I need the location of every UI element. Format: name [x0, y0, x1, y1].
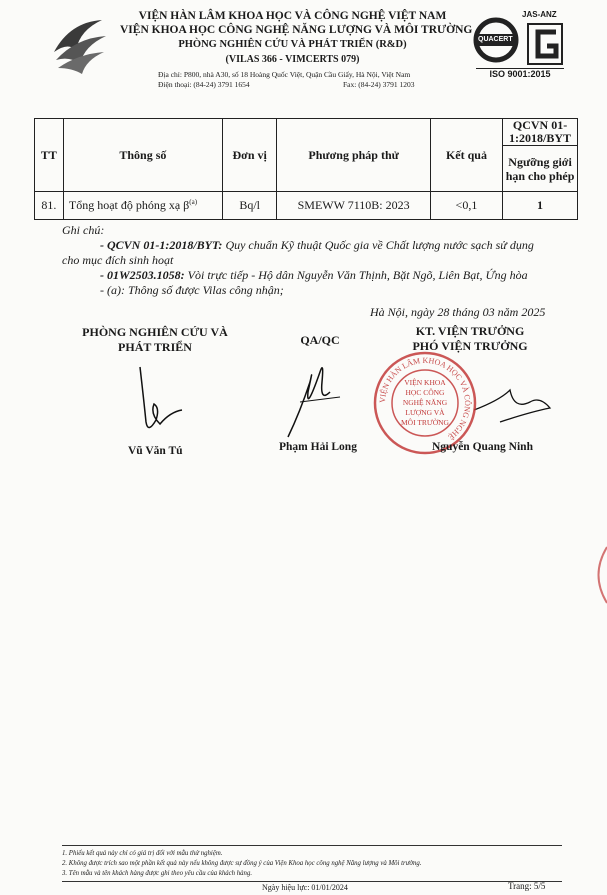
right-signer-title-2: PHÓ VIỆN TRƯỞNG [412, 339, 528, 353]
note-qcvn: - QCVN 01-1:2018/BYT: Quy chuẩn Kỹ thuật Quốc gia về Chất lượng nước sạch sử dụng [100, 238, 534, 252]
fax: Fax: (84-24) 3791 1203 [343, 80, 415, 89]
col-result: Kết quả [430, 119, 502, 192]
date-line: Hà Nội, ngày 28 tháng 03 năm 2025 [370, 305, 546, 319]
row-unit: Bq/l [222, 192, 277, 220]
left-signer-title-1: PHÒNG NGHIÊN CỨU VÀ [82, 325, 228, 339]
page-number: Trang: 5/5 [508, 881, 546, 891]
footer-note-1: 1. Phiếu kết quả này chỉ có giá trị đối với mẫu thử nghiệm. [62, 850, 223, 857]
col-tt: TT [35, 119, 64, 192]
institute-logo [50, 12, 110, 82]
row-param: Tổng hoạt độ phóng xạ $\beta^{(a)}$ [63, 192, 222, 220]
iso-label: ISO 9001:2015 [476, 68, 564, 79]
notes-title: Ghi chú: [62, 223, 105, 237]
note-sample: - 01W2503.1058: Vòi trực tiếp - Hộ dân Nguyễn Văn Thịnh, Bặt Ngõ, Liên Bạt, Ứng hòa [100, 268, 528, 282]
row-method: SMEWW 7110B: 2023 [277, 192, 430, 220]
footer-divider-2 [62, 881, 562, 882]
row-tt: 81. [35, 192, 64, 220]
right-signer-title-1: KT. VIỆN TRƯỞNG [415, 324, 525, 338]
note-vilas: - (a): Thông số được Vilas công nhận; [100, 283, 284, 297]
address: Địa chỉ: P800, nhà A30, số 18 Hoàng Quốc Việt, Quận Cầu Giấy, Hà Nội, Việt Nam [158, 70, 411, 79]
left-signer-title-2: PHÁT TRIỂN [118, 340, 192, 354]
mid-signer-title: QA/QC [300, 333, 340, 347]
jas-anz-label: JAS-ANZ [522, 10, 557, 19]
col-limit: Ngưỡng giới hạn cho phép [503, 146, 578, 192]
results-table [34, 118, 578, 220]
phone: Điện thoại: (84-24) 3791 1654 [158, 80, 250, 89]
quacert-label: QUACERT [478, 36, 513, 43]
mid-signer-name: Phạm Hải Long [279, 441, 357, 453]
quacert-logo [472, 10, 572, 82]
department-name: PHÒNG NGHIÊN CỨU VÀ PHÁT TRIỂN (R&D) [178, 39, 407, 50]
institute-name: VIỆN KHOA HỌC CÔNG NGHỆ NĂNG LƯỢNG VÀ MÔI TRƯỜNG [120, 24, 473, 36]
note-qcvn-cont: cho mục đích sinh hoạt [62, 253, 174, 267]
table-row [35, 192, 578, 220]
footer-note-2: 2. Không được trích sao một phần kết quả này nếu không được sự đồng ý của Viện Khoa học công nghệ Năng lượng và Môi trường. [62, 860, 422, 867]
footer-note-3: 3. Tên mẫu và tên khách hàng được ghi theo yêu cầu của khách hàng. [62, 870, 253, 877]
col-standard: QCVN 01-1:2018/BYT [503, 119, 578, 146]
row-limit: 1 [503, 192, 578, 220]
stamp-center-text: VIỆN KHOA HỌC CÔNG NGHỆ NĂNG LƯỢNG VÀ MÔI TRƯỜNG [401, 378, 449, 427]
col-unit: Đơn vị [222, 119, 277, 192]
col-param: Thông số [63, 119, 222, 192]
footer-divider [62, 845, 562, 846]
left-signer-name: Vũ Văn Tú [128, 445, 183, 457]
signature-nguyen-quang-ninh [470, 380, 560, 440]
right-signer-name: Nguyễn Quang Ninh [432, 441, 533, 453]
academy-name: VIỆN HÀN LÂM KHOA HỌC VÀ CÔNG NGHỆ VIỆT NAM [138, 10, 447, 22]
signature-pham-hai-long [280, 352, 350, 442]
row-result: <0,1 [430, 192, 502, 220]
signature-vu-van-tu [130, 362, 190, 442]
svg-text:VIỆN HÀN LÂM KHOA HỌC VÀ CÔNG: VIỆN HÀN LÂM KHOA HỌC VÀ CÔNG NGHỆ [377, 355, 473, 442]
edge-stamp [588, 545, 607, 605]
accreditation: (VILAS 366 - VIMCERTS 079) [225, 54, 360, 65]
effective-date: Ngày hiệu lực: 01/01/2024 [262, 883, 348, 892]
col-method: Phương pháp thử [277, 119, 430, 192]
